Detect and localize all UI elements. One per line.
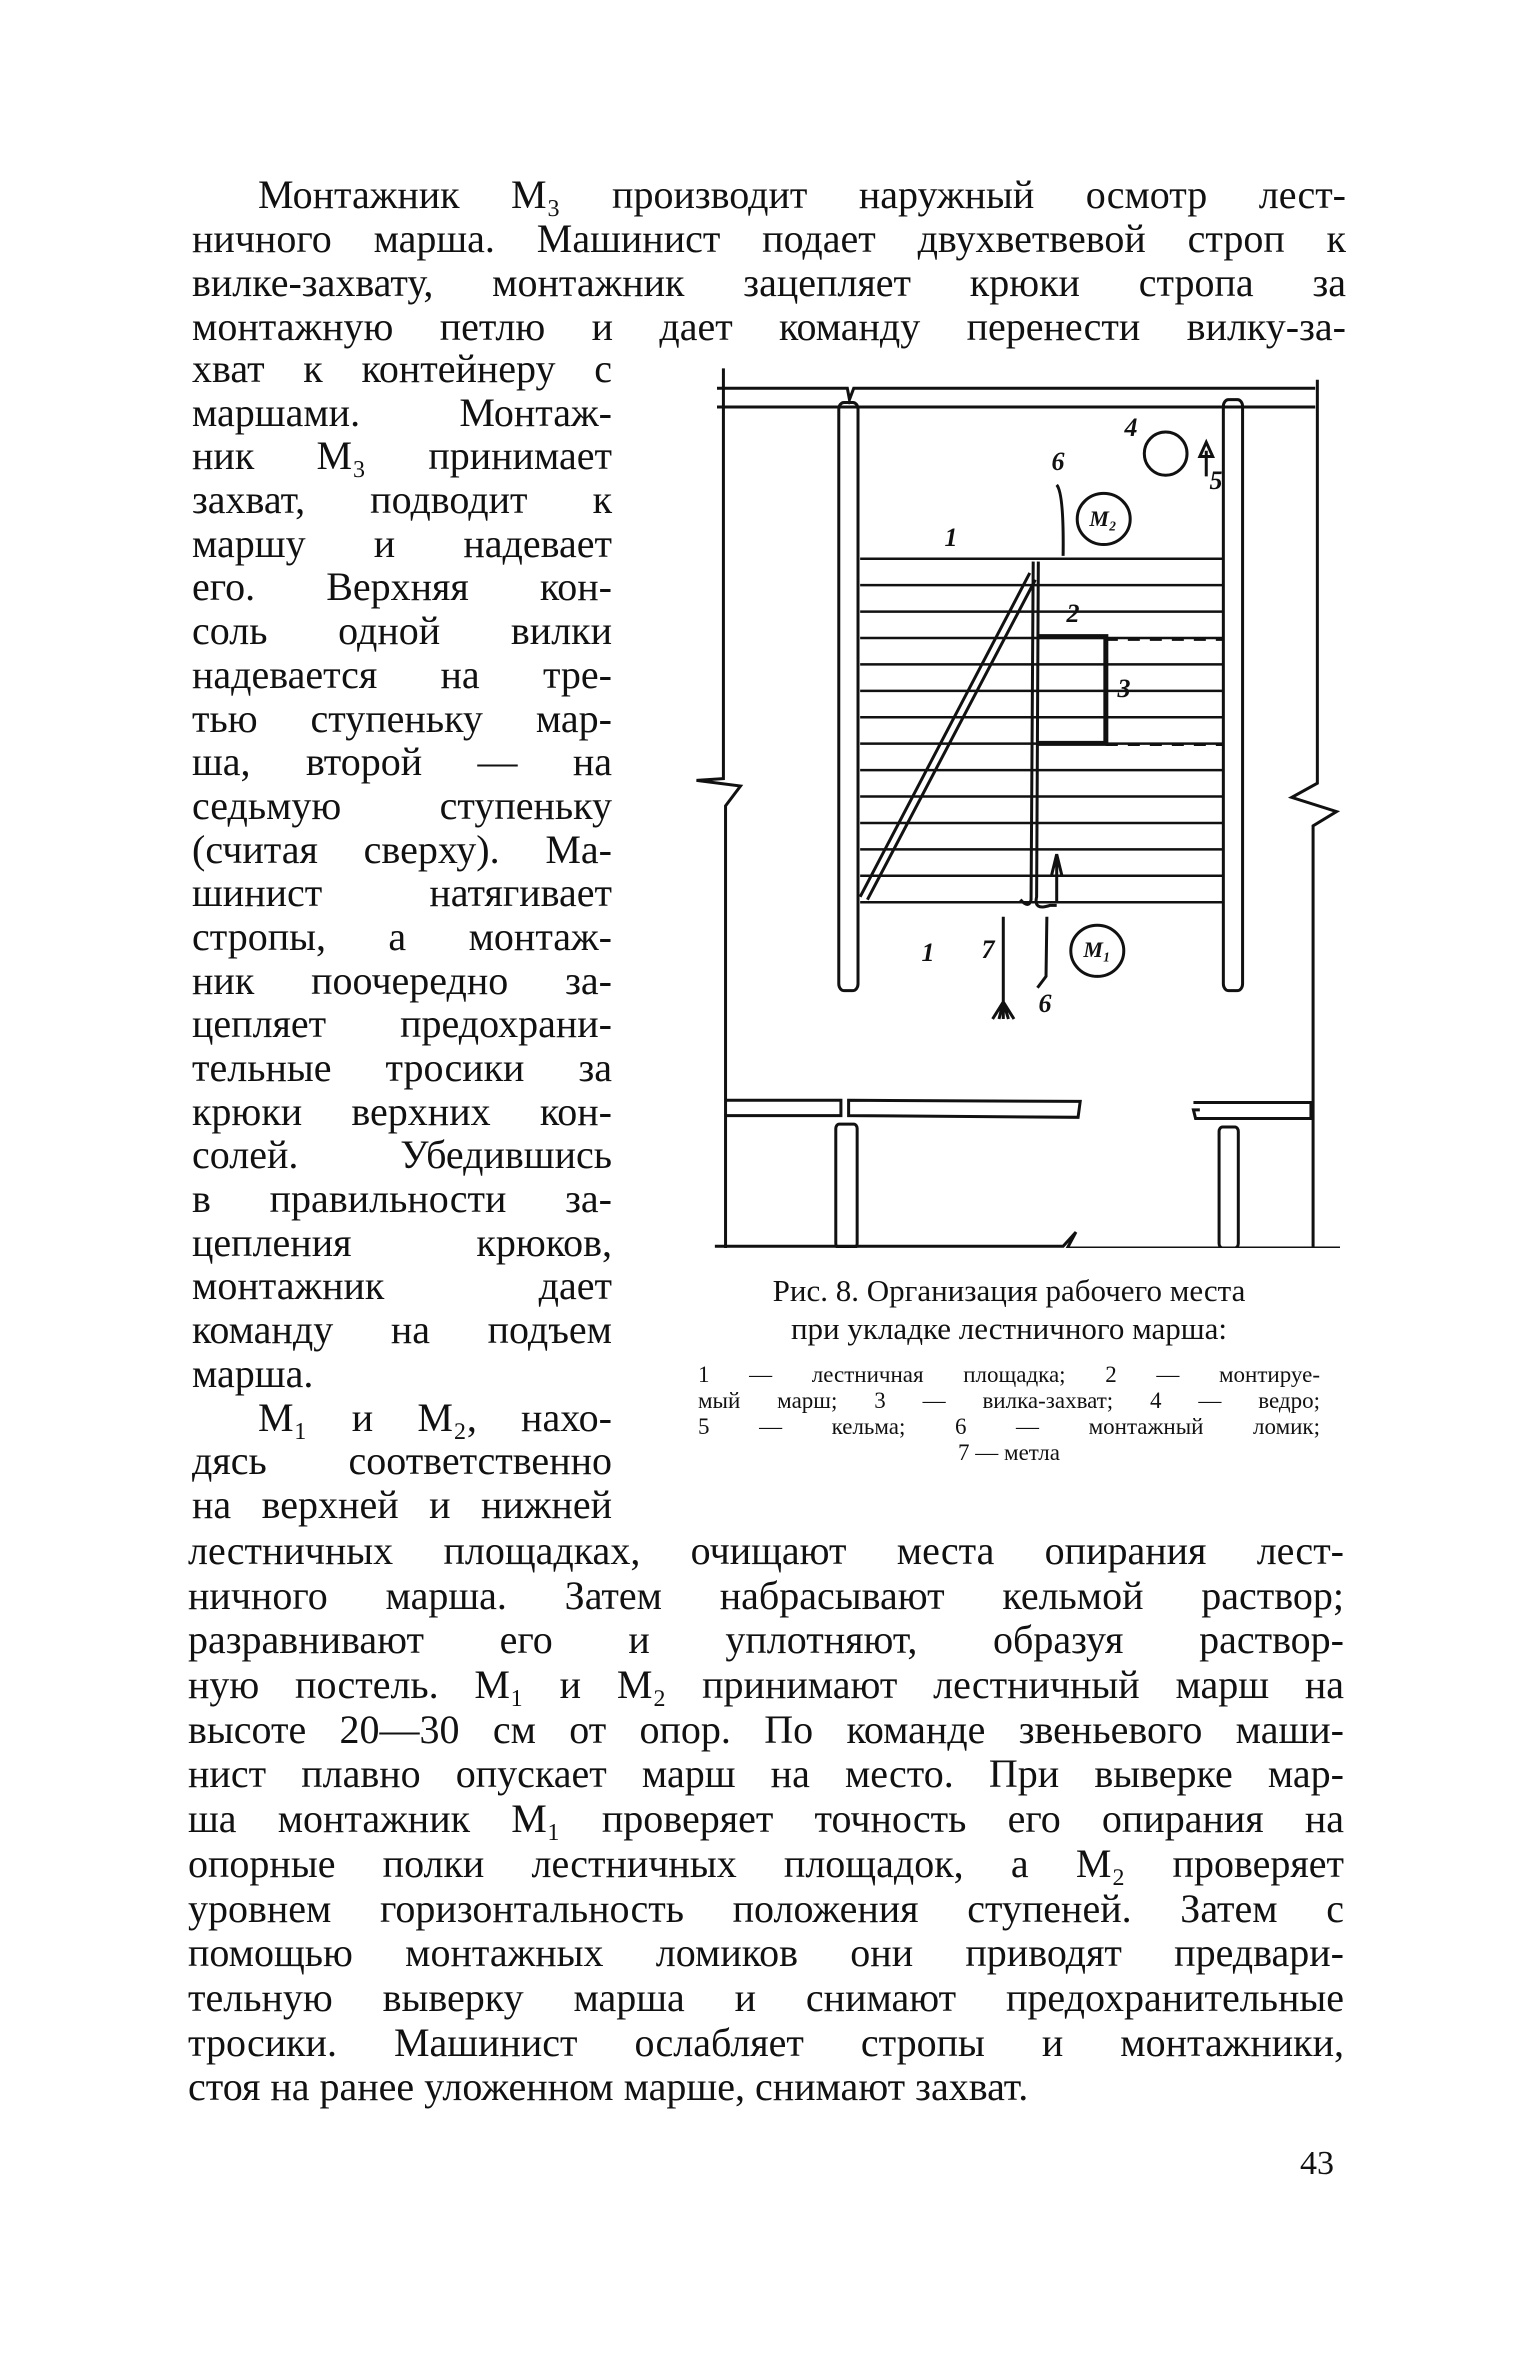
label-broom: 7	[981, 935, 995, 964]
label-worker-m2: М₂	[1089, 506, 1117, 531]
label-bucket: 4	[1124, 413, 1138, 442]
figure-caption	[698, 1272, 1320, 1348]
crowbar-top-icon	[1057, 485, 1063, 556]
label-flight: 2	[1066, 599, 1080, 628]
text-line: тельные тросики за	[192, 1045, 612, 1090]
crowbar-bottom-icon	[1037, 917, 1046, 988]
bottom-break-line	[715, 1232, 1340, 1248]
paragraph-bottom	[188, 1529, 1344, 2110]
staircase-diagram	[670, 357, 1340, 1248]
bottom-right-post	[1219, 1127, 1238, 1248]
text-line: разравнивают его и уплотняют, образуя раствор-	[188, 1617, 1344, 1663]
lift-arrow-icon	[1052, 854, 1062, 902]
label-worker-m1: М₁	[1083, 937, 1111, 962]
text-line: Монтажник М₃ производит наружный осмотр лест-	[258, 172, 1346, 217]
text-line: надевается на тре-	[192, 651, 612, 697]
text-line: ничного марша. Машинист подает двухветвевой строп к	[192, 216, 1346, 261]
text-line: ник М₃ принимает	[192, 433, 612, 479]
text-line: на верхней и нижней	[192, 1481, 612, 1527]
caption-line: Рис. 8. Организация рабочего места	[772, 1273, 1246, 1308]
text-line: уровнем горизонтальность положения ступеней. Затем с	[188, 1885, 1344, 1931]
text-line: (считая сверху). Ма-	[192, 826, 612, 872]
text-line: хват к контейнеру с	[192, 346, 612, 391]
right-post	[1223, 400, 1242, 991]
left-post	[839, 402, 858, 990]
legend-line: мый марш; 3 — вилка-захват; 4 — ведро;	[698, 1388, 1320, 1413]
text-line: нист плавно опускает марш на место. При выверке мар-	[188, 1751, 1344, 1797]
paragraph-top	[192, 173, 1346, 349]
text-line: маршами. Монтаж-	[192, 389, 612, 435]
bottom-left-post	[836, 1124, 857, 1248]
text-line: шинист натягивает	[192, 870, 612, 916]
text-line: команду на подъем	[192, 1307, 612, 1353]
stair-steps	[860, 559, 1223, 903]
stair-stringer	[860, 573, 1035, 900]
caption-line: при укладке лестничного марша:	[790, 1311, 1228, 1346]
text-line: ша монтажник М₁ проверяет точность его опирания на	[188, 1796, 1344, 1842]
text-line: стоя на ранее уложенном марше, снимают захват.	[188, 2064, 1029, 2110]
text-line: в правильности за-	[192, 1176, 612, 1222]
text-line: помощью монтажных ломиков они приводят предвари-	[188, 1930, 1344, 1976]
text-line: дясь соответственно	[192, 1438, 612, 1484]
text-line: крюки верхних кон-	[192, 1088, 612, 1134]
bucket-icon	[1144, 432, 1187, 475]
text-line: опорные полки лестничных площадок, а М₂ проверяет	[188, 1840, 1344, 1886]
text-line: захват, подводит к	[192, 477, 612, 523]
text-line: стропы, а монтаж-	[192, 913, 612, 959]
text-line: цепления крюков,	[192, 1219, 612, 1265]
paragraph-left-column	[192, 347, 612, 1527]
text-line: тросики. Машинист ослабляет стропы и монтажники,	[188, 2019, 1344, 2065]
text-line: тельную выверку марша и снимают предохранительные	[188, 1974, 1344, 2020]
broom-icon	[993, 917, 1014, 1019]
text-line: монтажную петлю и дает команду перенести вилку-за-	[192, 304, 1346, 349]
legend-line: 7 — метла	[958, 1440, 1060, 1465]
text-line: седьмую ступеньку	[192, 782, 612, 828]
text-line: М₁ и М₂, нахо-	[258, 1394, 612, 1440]
text-line: ник поочередно за-	[192, 957, 612, 1003]
text-line: вилке-захвату, монтажник зацепляет крюки стропа за	[192, 260, 1346, 305]
label-fork: 3	[1117, 674, 1131, 703]
text-line: ную постель. М₁ и М₂ принимают лестничный марш на	[188, 1662, 1344, 1708]
text-line: марша.	[192, 1350, 314, 1396]
top-wall	[717, 388, 1315, 407]
label-landing-top: 1	[944, 523, 958, 552]
text-line: высоте 20—30 см от опор. По команде звеньевого маши-	[188, 1706, 1344, 1752]
bottom-landing-wall	[726, 1100, 1311, 1118]
legend-line: 1 — лестничная площадка; 2 — монтируе-	[698, 1362, 1320, 1387]
text-line: монтажник дает	[192, 1263, 612, 1309]
text-line: маршу и надевает	[192, 520, 612, 566]
label-trowel: 5	[1209, 466, 1223, 495]
text-line: его. Верхняя кон-	[192, 564, 612, 610]
text-line: соль одной вилки	[192, 608, 612, 654]
label-crowbar-top: 6	[1051, 447, 1065, 476]
legend-line: 5 — кельма; 6 — монтажный ломик;	[698, 1414, 1320, 1439]
text-line: ничного марша. Затем набрасывают кельмой раствор;	[188, 1572, 1344, 1618]
text-line: тью ступеньку мар-	[192, 695, 612, 741]
label-landing-bottom: 1	[921, 938, 935, 967]
flight-divider	[1020, 562, 1056, 907]
text-line: цепляет предохрани-	[192, 1001, 612, 1047]
page-number: 43	[1300, 2145, 1334, 2182]
figure-legend	[698, 1362, 1320, 1466]
text-line: ша, второй — на	[192, 739, 612, 785]
text-line: солей. Убедившись	[192, 1132, 612, 1178]
text-line: лестничных площадках, очищают места опирания лест-	[188, 1528, 1344, 1573]
label-crowbar-bottom: 6	[1038, 989, 1052, 1018]
